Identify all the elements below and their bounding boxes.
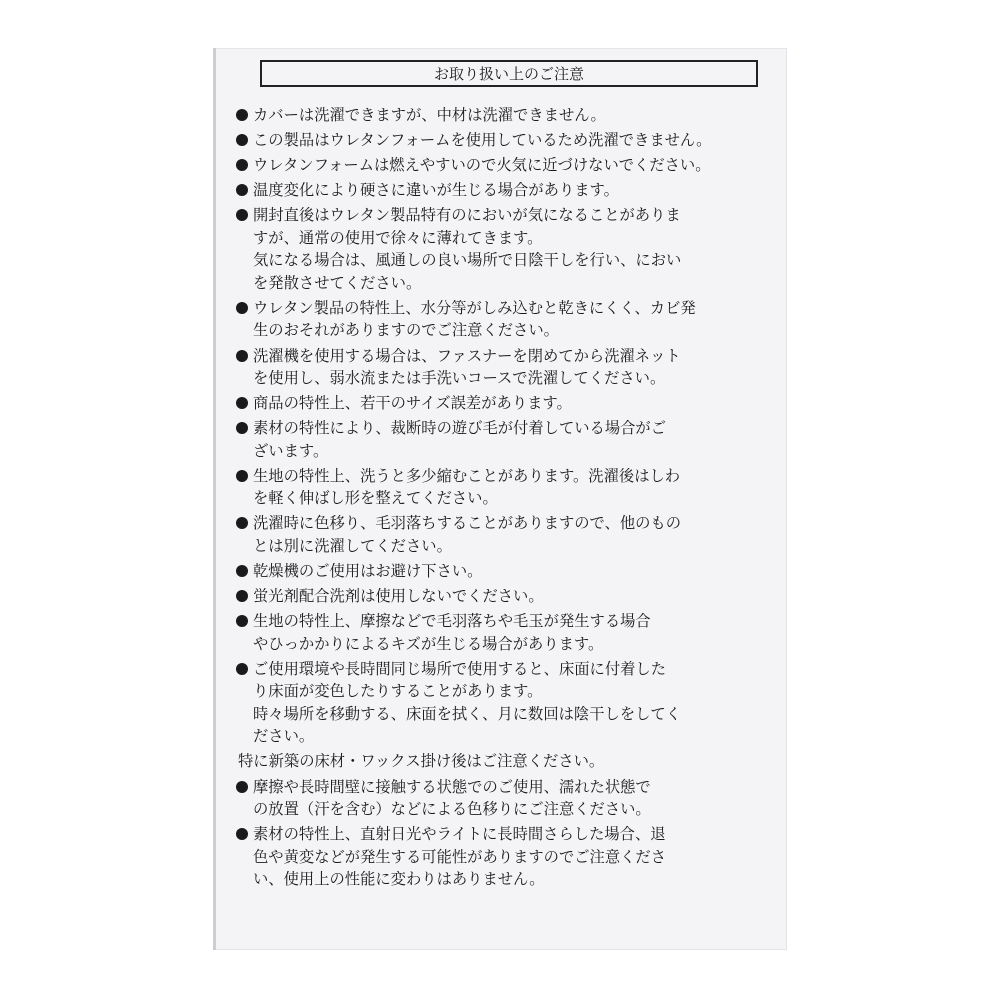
caution-item [236,585,776,608]
caution-item [236,823,776,891]
caution-text: 洗濯機を使用する場合は、ファスナーを閉めてから洗濯ネット [253,346,681,365]
caution-list [236,104,776,893]
bullet-icon [236,565,248,577]
caution-item [236,465,776,510]
caution-text: 開封直後はウレタン製品特有のにおいが気になることがありま [253,206,681,225]
caution-text: やひっかかりによるキズが生じる場合があります。 [253,634,604,653]
caution-item [236,345,776,390]
bullet-icon [236,663,248,675]
caution-item [236,512,776,557]
caution-item [236,417,776,462]
caution-text: ざいます。 [253,441,329,460]
instruction-card [213,48,787,950]
caution-text: すが、通常の使用で徐々に薄れてきます。 [253,228,543,247]
caution-text: を軽く伸ばし形を整えてください。 [253,489,498,508]
bullet-icon [236,397,248,409]
caution-item [236,658,776,748]
caution-text: ご使用環境や長時間同じ場所で使用すると、床面に付着した [253,659,667,678]
caution-text: ウレタンフォームは燃えやすいので火気に近づけないでください。 [253,156,711,175]
bullet-icon [236,470,248,482]
caution-text: 商品の特性上、若干のサイズ誤差があります。 [253,394,572,413]
caution-item [236,610,776,655]
bullet-icon [236,159,248,171]
bullet-icon [236,517,248,529]
caution-item [236,129,776,152]
caution-text: 蛍光剤配合洗剤は使用しないでください。 [253,587,544,606]
bullet-icon [236,828,248,840]
caution-text: 乾燥機のご使用はお避け下さい。 [253,562,483,581]
caution-text: 生のおそれがありますのでご注意ください。 [253,321,559,340]
bullet-icon [236,209,248,221]
caution-title: お取り扱い上のご注意 [260,60,758,87]
caution-text: 摩擦や長時間壁に接触する状態でのご使用、濡れた状態で [253,777,651,796]
bullet-icon [236,781,248,793]
caution-item [236,154,776,177]
caution-text: を使用し、弱水流または手洗いコースで洗濯してください。 [253,369,666,388]
caution-item [236,560,776,583]
bullet-icon [236,615,248,627]
caution-text: この製品はウレタンフォームを使用しているため洗濯できません。 [253,131,712,150]
caution-text: の放置（汗を含む）などによる色移りにご注意ください。 [253,800,651,818]
caution-text: ウレタン製品の特性上、水分等がしみ込むと乾きにくく、カビ発 [253,298,696,317]
bullet-icon [236,350,248,362]
caution-text: 生地の特性上、洗うと多少縮むことがあります。洗濯後はしわ [253,466,681,485]
caution-text: とは別に洗濯してください。 [253,536,452,555]
caution-item [236,204,776,294]
caution-text: り床面が変色したりすることがあります。 [253,682,543,701]
caution-text: ださい。 [253,727,315,746]
caution-text: 温度変化により硬さに違いが生じる場合があります。 [253,181,619,200]
caution-text: を発散させてください。 [253,273,422,292]
caution-text: 素材の特性上、直射日光やライトに長時間さらした場合、退 [253,825,666,844]
caution-text: 色や黄変などが発生する可能性がありますのでご注意くださ [253,847,667,866]
caution-item [236,392,776,415]
caution-text: 気になる場合は、風通しの良い場所で日陰干しを行い、におい [253,251,682,270]
bullet-icon [236,184,248,196]
bullet-icon [236,590,248,602]
bullet-icon [236,422,248,434]
special-note: 特に新築の床材・ワックス掛け後はご注意ください。 [238,752,605,771]
caution-text: 洗濯時に色移り、毛羽落ちすることがありますので、他のもの [253,514,682,533]
bullet-icon [236,302,248,314]
caution-text: カバーは洗濯できますが、中材は洗濯できません。 [253,106,606,124]
caution-text: 素材の特性により、裁断時の遊び毛が付着している場合がご [253,419,667,438]
caution-item [236,179,776,202]
caution-item [236,776,776,821]
caution-text: い、使用上の性能に変わりはありません。 [253,870,545,889]
caution-text: 時々場所を移動する、床面を拭く、月に数回は陰干しをしてく [253,704,682,723]
bullet-icon [236,134,248,146]
bullet-icon [236,109,248,121]
caution-item [236,104,776,127]
caution-text: 生地の特性上、摩擦などで毛羽落ちや毛玉が発生する場合 [253,612,651,631]
caution-item [236,297,776,342]
